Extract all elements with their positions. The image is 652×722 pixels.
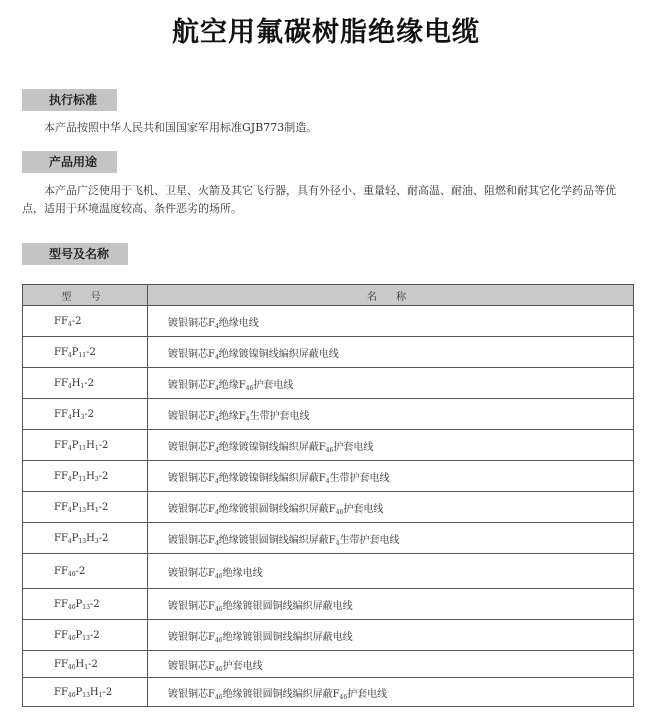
model-table [22,284,634,707]
usage-paragraph [22,182,634,218]
model-cell: $FF_4-2$ [23,306,148,337]
page-title: 航空用氟碳树脂绝缘电缆 [172,17,480,48]
name-cell: 镀银铜芯$F_{46}$绝缘镀银圆铜线编织屏蔽$F_{46}$护套电线 [148,678,634,707]
header-model: 型 号 [23,285,148,306]
table-row [23,620,634,651]
model-cell: $FF_{46}P_{13}-2$ [23,589,148,620]
model-cell: $FF_{46}P_{13}-2$ [23,620,148,651]
table-row [23,651,634,678]
table-row [23,368,634,399]
section-heading-usage: 产品用途 [22,151,117,173]
standard-paragraph [22,119,634,137]
model-cell: $FF_4P_{13}H_1-2$ [23,492,148,523]
name-cell: 镀银铜芯$F_4$绝缘镀镍铜线编织屏蔽$F_4$生带护套电线 [148,461,634,492]
name-cell: 镀银铜芯$F_{46}$绝缘电线 [148,554,634,589]
name-cell: 镀银铜芯$F_{46}$绝缘镀银圆铜线编织屏蔽电线 [148,589,634,620]
name-cell: 镀银铜芯$F_4$绝缘$F_{46}$护套电线 [148,368,634,399]
table-row [23,554,634,589]
name-cell: 镀银铜芯$F_4$绝缘镀镍铜线编织屏蔽电线 [148,337,634,368]
standard-text: 本产品按照中华人民共和国国家军用标准GJB773制造。 [44,121,318,134]
name-cell: 镀银铜芯$F_4$绝缘镀银圆铜线编织屏蔽$F_4$生带护套电线 [148,523,634,554]
name-cell: 镀银铜芯$F_4$绝缘$F_4$生带护套电线 [148,399,634,430]
model-cell: $FF_4P_{11}H_3-2$ [23,461,148,492]
table-row [23,492,634,523]
name-cell: 镀银铜芯$F_4$绝缘镀银圆铜线编织屏蔽$F_{46}$护套电线 [148,492,634,523]
name-cell: 镀银铜芯$F_4$绝缘电线 [148,306,634,337]
model-cell: $FF_4H_3-2$ [23,399,148,430]
table-row [23,678,634,707]
usage-text: 本产品广泛使用于飞机、卫星、火箭及其它飞行器，具有外径小、重量轻、耐高温、耐油、阻燃和耐其它化学药品等优点，适用于环境温度较高、条件恶劣的场所。 [22,184,616,215]
table-row [23,399,634,430]
model-cell: $FF_4P_{11}H_1-2$ [23,430,148,461]
model-cell: $FF_4H_1-2$ [23,368,148,399]
table-row [23,337,634,368]
model-cell: $FF_{46}P_{13}H_1-2$ [23,678,148,707]
table-row [23,461,634,492]
model-cell: $FF_4P_{11}-2$ [23,337,148,368]
section-heading-standard: 执行标准 [22,89,117,111]
header-name: 名 称 [148,285,634,306]
table-row [23,306,634,337]
model-cell: $FF_{46}H_1-2$ [23,651,148,678]
table-row [23,430,634,461]
table-row [23,523,634,554]
table-row [23,589,634,620]
name-cell: 镀银铜芯$F_{46}$护套电线 [148,651,634,678]
model-cell: $FF_{46}-2$ [23,554,148,589]
table-body [23,306,634,707]
table-header-row [23,285,634,306]
name-cell: 镀银铜芯$F_4$绝缘镀镍铜线编织屏蔽$F_{46}$护套电线 [148,430,634,461]
name-cell: 镀银铜芯$F_{46}$绝缘镀银圆铜线编织屏蔽电线 [148,620,634,651]
section-heading-models: 型号及名称 [22,243,128,265]
model-cell: $FF_4P_{13}H_3-2$ [23,523,148,554]
